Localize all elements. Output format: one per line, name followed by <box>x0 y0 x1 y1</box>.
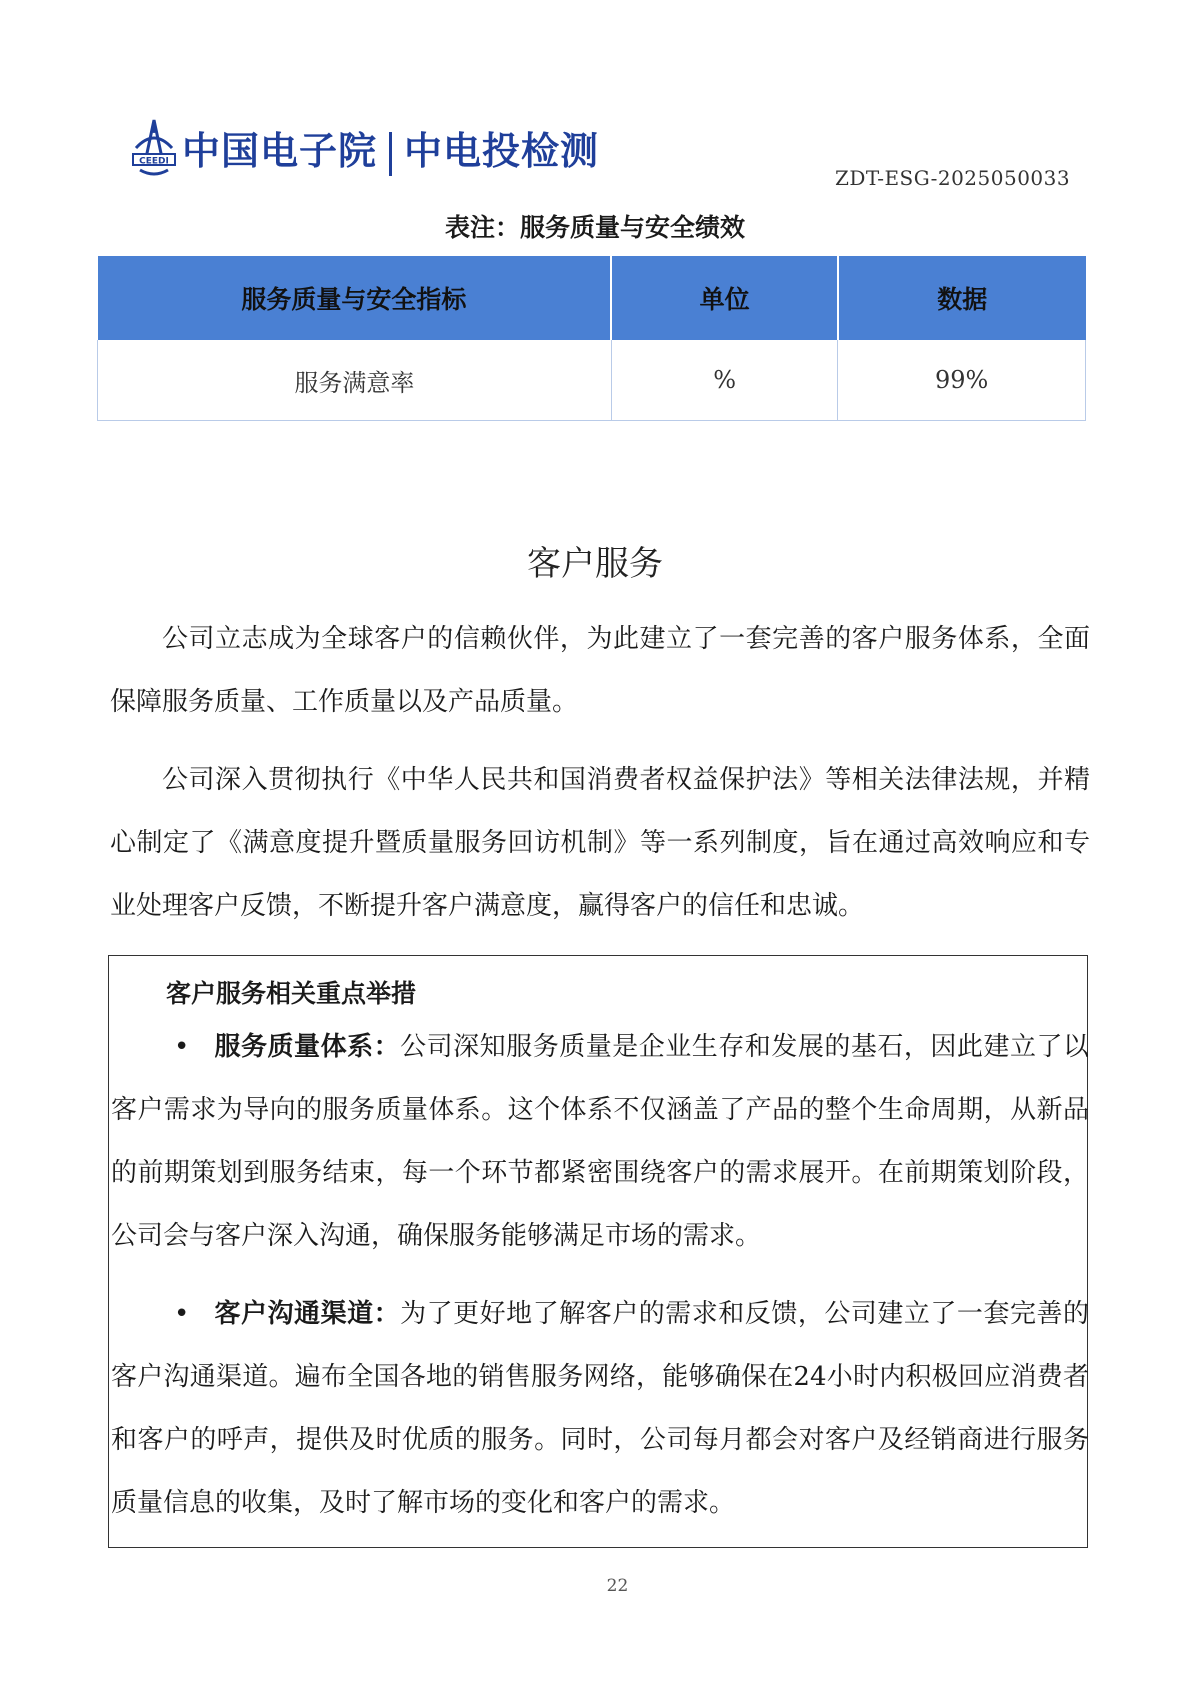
logo-wordmark <box>182 120 599 176</box>
table-caption: 表注：服务质量与安全绩效 <box>444 213 745 242</box>
measure-item-communication-channels <box>111 1283 1089 1535</box>
column-header-indicator: 服务质量与安全指标 <box>98 256 612 340</box>
page-number: 22 <box>606 1576 629 1596</box>
measure-heading: 客户沟通渠道： <box>214 1299 401 1329</box>
body-paragraph-1: 公司立志成为全球客户的信赖伙伴，为此建立了一套完善的客户服务体系，全面保障服务质量、工作质量以及产品质量。 <box>110 624 1090 717</box>
logo-badge-text: CEEDI <box>139 156 169 167</box>
measure-text: 公司深知服务质量是企业生存和发展的基石，因此建立了以客户需求为导向的服务质量体系。这个体系不仅涵盖了产品的整个生命周期，从新品的前期策划到服务结束，每一个环节都紧密围绕客户的需求展开。在前期策划阶段，公司会与客户深入沟通，确保服务能够满足市场的需求。 <box>111 1032 1089 1251</box>
bullet-icon: • <box>174 1299 190 1329</box>
measure-text: 为了更好地了解客户的需求和反馈，公司建立了一套完善的客户沟通渠道。遍布全国各地的销售服务网络，能够确保在24小时内积极回应消费者和客户的呼声，提供及时优质的服务。同时，公司每月都会对客户及经销商进行服务质量信息的收集，及时了解市场的变化和客户的需求。 <box>111 1299 1089 1518</box>
key-measures-box <box>108 955 1088 1548</box>
box-title: 客户服务相关重点举措 <box>166 979 417 1008</box>
cell-unit: % <box>611 340 838 421</box>
column-header-data: 数据 <box>838 256 1086 340</box>
column-header-unit: 单位 <box>611 256 838 340</box>
ceedi-emblem-icon <box>132 118 176 178</box>
table-header-row <box>98 256 1086 340</box>
section-title: 客户服务 <box>527 544 663 584</box>
bullet-icon: • <box>174 1032 190 1062</box>
logo-org-name-2: 中电投检测 <box>404 129 600 174</box>
table-row <box>98 340 1086 421</box>
body-paragraph-2: 公司深入贯彻执行《中华人民共和国消费者权益保护法》等相关法律法规，并精心制定了《满意度提升暨质量服务回访机制》等一系列制度，旨在通过高效响应和专业处理客户反馈，不断提升客户满意度，赢得客户的信任和忠诚。 <box>110 765 1090 921</box>
cell-value: 99% <box>838 340 1086 421</box>
company-logo <box>132 116 599 180</box>
measure-heading: 服务质量体系： <box>214 1032 401 1062</box>
logo-org-name-1: 中国电子院 <box>182 129 378 174</box>
service-quality-table <box>97 256 1086 421</box>
logo-divider <box>389 132 392 176</box>
cell-indicator: 服务满意率 <box>98 340 612 421</box>
document-code: ZDT-ESG-2025050033 <box>835 166 1071 190</box>
measure-item-service-quality <box>111 1016 1089 1268</box>
